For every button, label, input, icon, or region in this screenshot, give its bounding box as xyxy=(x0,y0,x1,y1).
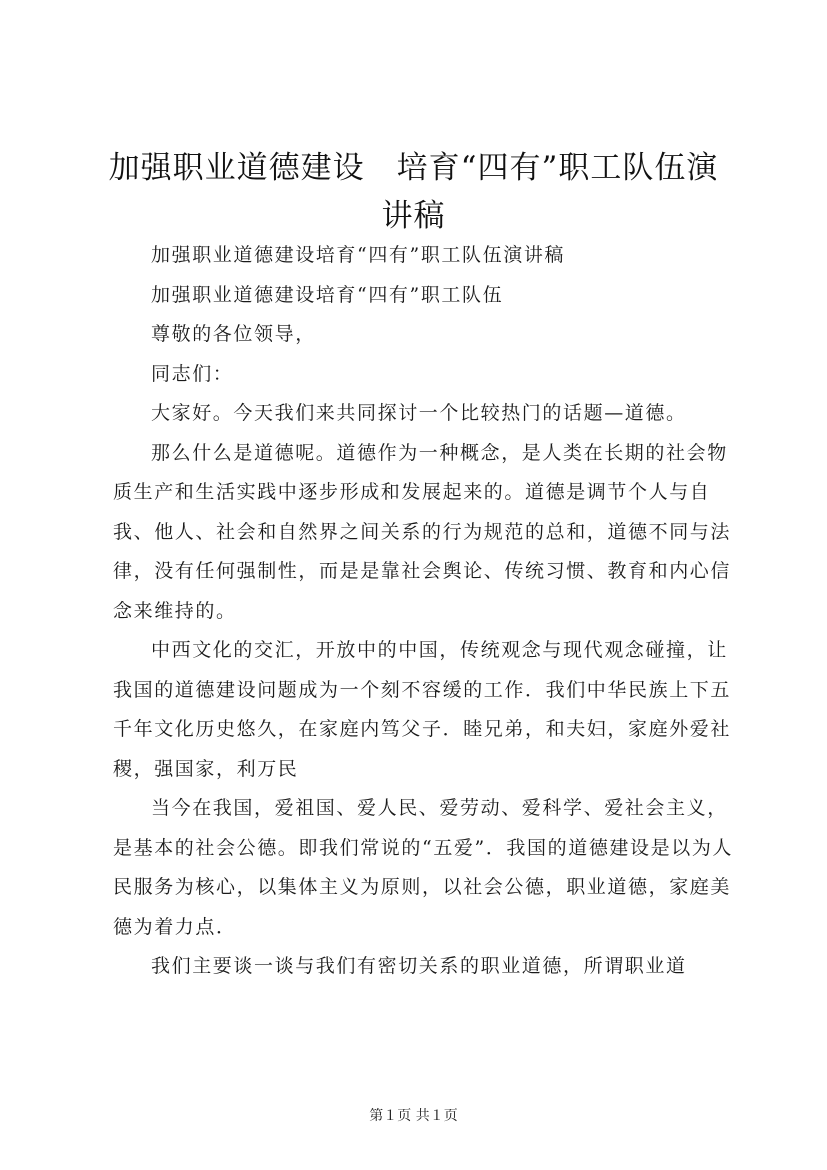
paragraph: 当今在我国，爱祖国、爱人民、爱劳动、爱科学、爱社会主义，是基本的社会公德。即我们常说的“五爱”．我国的道德建设是以为人民服务为核心，以集体主义为原则，以社会公德，职业道德，家庭美德为着力点． xyxy=(113,797,734,938)
paragraph: 我们主要谈一谈与我们有密切关系的职业道德，所谓职业道 xyxy=(151,955,687,977)
paragraph: 尊敬的各位领导， xyxy=(151,323,316,345)
paragraph: 加强职业道德建设培育“四有”职工队伍演讲稿 xyxy=(151,244,566,266)
page-number-footer: 第１页 共１页 xyxy=(369,1108,458,1124)
document-body xyxy=(113,236,737,987)
paragraph: 同志们： xyxy=(151,362,234,385)
paragraph: 大家好。今天我们来共同探讨一个比较热门的话题—道德。 xyxy=(151,402,687,424)
document-title: 加强职业道德建设 培育“四有”职工队伍演讲稿 xyxy=(108,150,719,234)
paragraph: 加强职业道德建设培育“四有”职工队伍 xyxy=(151,283,504,306)
paragraph: 那么什么是道德呢。道德作为一种概念，是人类在长期的社会物质生产和生活实践中逐步形成和发展起来的。道德是调节个人与自我、他人、社会和自然界之间关系的行为规范的总和，道德不同与法律，没有任何强制性，而是是靠社会舆论、传统习惯、教育和内心信念来维持的。 xyxy=(113,441,732,622)
paragraph: 中西文化的交汇，开放中的中国，传统观念与现代观念碰撞，让我国的道德建设问题成为一个刻不容缓的工作．我们中华民族上下五千年文化历史悠久，在家庭内笃父子．睦兄弟，和夫妇，家庭外爱社稷，强国家，利万民 xyxy=(113,639,732,780)
